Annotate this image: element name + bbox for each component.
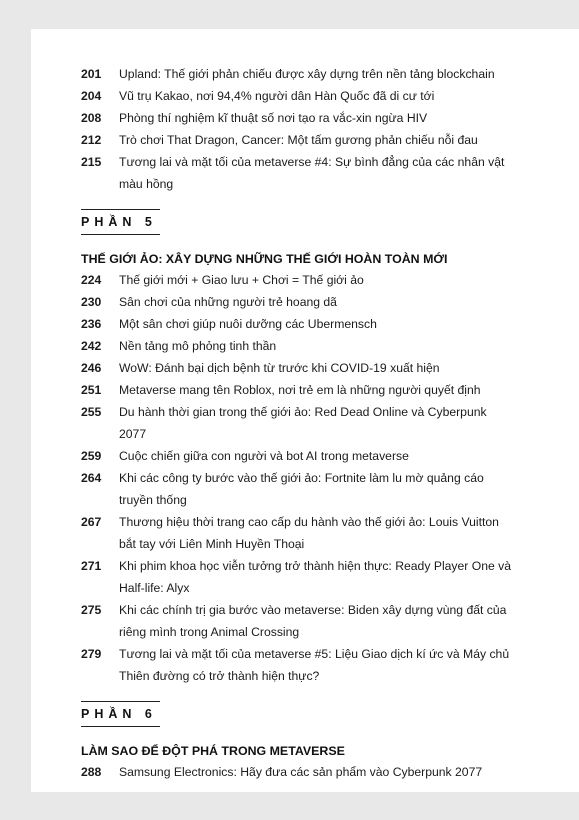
table-of-contents [81, 63, 513, 783]
toc-entry [81, 107, 513, 129]
page-number: 242 [81, 339, 102, 353]
page-number: 212 [81, 133, 102, 147]
entry-title: Tương lai và mặt tối của metaverse #4: Sự bình đẳng của các nhân vật màu hồng [119, 155, 505, 191]
entry-title: Samsung Electronics: Hãy đưa các sản phẩm vào Cyberpunk 2077 [119, 765, 483, 779]
entry-title: Sân chơi của những người trẻ hoang dã [119, 295, 337, 309]
entry-title: Khi các công ty bước vào thế giới ảo: Fortnite làm lu mờ quảng cáo truyền thống [119, 471, 484, 507]
page-number: 264 [81, 471, 102, 485]
part-divider-bottom [81, 234, 160, 235]
toc-entry [81, 599, 513, 643]
part-label: PHẦN 6 [81, 707, 157, 721]
part-divider-top [81, 209, 160, 210]
entry-title: Thế giới mới + Giao lưu + Chơi = Thế giới ảo [119, 273, 364, 287]
toc-entry [81, 643, 513, 687]
page-number: 224 [81, 273, 102, 287]
entry-title: Phòng thí nghiệm kĩ thuật số nơi tạo ra vắc-xin ngừa HIV [119, 111, 428, 125]
entry-title: Khi phim khoa học viễn tưởng trở thành hiện thực: Ready Player One và Half-life: Alyx [119, 559, 512, 595]
part-title: THẾ GIỚI ẢO: XÂY DỰNG NHỮNG THẾ GIỚI HOÀN TOÀN MỚI [81, 252, 448, 266]
toc-entry [81, 467, 513, 511]
toc-entry [81, 85, 513, 107]
toc-entry [81, 313, 513, 335]
entry-title: Khi các chính trị gia bước vào metaverse: Biden xây dựng vùng đất của riêng mình trong Animal Crossing [119, 603, 507, 639]
page-number: 236 [81, 317, 102, 331]
entry-title: Du hành thời gian trong thế giới ảo: Red Dead Online và Cyberpunk 2077 [119, 405, 487, 441]
entry-title: WoW: Đánh bại dịch bệnh từ trước khi COVID-19 xuất hiện [119, 361, 440, 375]
page-number: 259 [81, 449, 102, 463]
toc-group-continued [81, 63, 513, 195]
page-number: 271 [81, 559, 102, 573]
page-number: 255 [81, 405, 102, 419]
toc-entry [81, 357, 513, 379]
entry-title: Metaverse mang tên Roblox, nơi trẻ em là những người quyết định [119, 383, 481, 397]
toc-entry [81, 379, 513, 401]
part-divider-top [81, 701, 160, 702]
page-number: 267 [81, 515, 102, 529]
entry-title: Cuộc chiến giữa con người và bot AI trong metaverse [119, 449, 409, 463]
entry-title: Trò chơi That Dragon, Cancer: Một tấm gương phản chiếu nỗi đau [119, 133, 478, 147]
toc-entry [81, 335, 513, 357]
toc-entry [81, 151, 513, 195]
part-divider-bottom [81, 726, 160, 727]
page-number: 288 [81, 765, 102, 779]
book-page [31, 29, 579, 792]
toc-entry [81, 511, 513, 555]
page-number: 208 [81, 111, 102, 125]
toc-entry [81, 269, 513, 291]
toc-entry [81, 761, 513, 783]
entry-title: Thương hiệu thời trang cao cấp du hành vào thế giới ảo: Louis Vuitton bắt tay với Liên Minh Huyền Thoại [119, 515, 499, 551]
page-number: 204 [81, 89, 102, 103]
toc-entry [81, 291, 513, 313]
part-title: LÀM SAO ĐỂ ĐỘT PHÁ TRONG METAVERSE [81, 744, 345, 758]
page-number: 275 [81, 603, 102, 617]
entry-title: Nền tảng mô phỏng tinh thần [119, 339, 277, 353]
page-number: 215 [81, 155, 102, 169]
toc-entry [81, 445, 513, 467]
page-number: 230 [81, 295, 102, 309]
toc-entry [81, 63, 513, 85]
part-label: PHẦN 5 [81, 215, 157, 229]
part-6 [81, 701, 513, 783]
toc-entry [81, 401, 513, 445]
entry-title: Tương lai và mặt tối của metaverse #5: Liệu Giao dịch kí ức và Máy chủ Thiên đường có trở thành hiện thực? [119, 647, 510, 683]
toc-entry [81, 129, 513, 151]
page-number: 201 [81, 67, 102, 81]
toc-entry [81, 555, 513, 599]
entry-title: Vũ trụ Kakao, nơi 94,4% người dân Hàn Quốc đã di cư tới [119, 89, 435, 103]
entry-title: Một sân chơi giúp nuôi dưỡng các Ubermensch [119, 317, 377, 331]
page-number: 279 [81, 647, 102, 661]
entry-title: Upland: Thế giới phản chiếu được xây dựng trên nền tảng blockchain [119, 67, 495, 81]
part-5 [81, 209, 513, 687]
page-number: 251 [81, 383, 102, 397]
page-number: 246 [81, 361, 102, 375]
